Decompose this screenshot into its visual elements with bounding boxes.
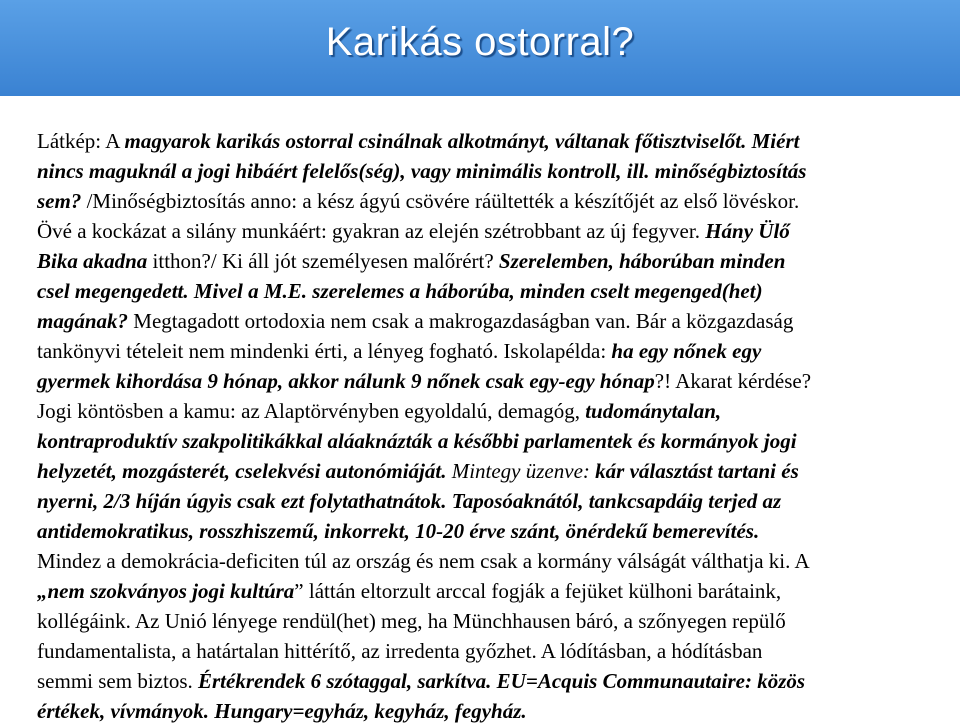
text-segment: kollégáink. Az Unió lényege rendül(het) meg, ha Münchhausen báró, a szőnyegen repülő <box>37 609 786 633</box>
text-segment: ?! Akarat kérdése? <box>654 369 812 393</box>
text-segment: Jogi köntösben a kamu: az Alaptörvényben egyoldalú, demagóg, <box>37 399 586 423</box>
text-line <box>37 306 927 336</box>
text-segment: magának? <box>37 309 129 333</box>
text-line <box>37 576 927 606</box>
text-segment: Megtagadott ortodoxia nem csak a makrogazdaságban van. Bár a közgazdaság <box>128 309 794 333</box>
slide-body <box>37 126 927 726</box>
text-segment: ” láttán eltorzult arccal fogják a fejüket külhoni barátaink, <box>294 579 782 603</box>
text-line <box>37 126 927 156</box>
text-segment: antidemokratikus, rosszhiszemű, inkorrekt, 10-20 érve szánt, önérdekű bemerevítés. <box>37 519 760 543</box>
text-line <box>37 366 927 396</box>
text-line <box>37 246 927 276</box>
text-line <box>37 636 927 666</box>
text-segment: sem? <box>37 189 82 213</box>
text-segment: Mintegy üzenve: <box>451 459 590 483</box>
text-segment: /Minőségbiztosítás anno: a kész ágyú csövére ráültették a készítőjét az első lövéskor. <box>81 189 800 213</box>
text-segment: nem szokványos jogi kultúra <box>47 579 295 603</box>
text-line <box>37 546 927 576</box>
text-segment: Övé a kockázat a silány munkáért: gyakran az elején szétrobbant az új fegyver. <box>37 219 706 243</box>
text-line <box>37 516 927 546</box>
text-line <box>37 336 927 366</box>
text-segment: Értékrendek 6 szótaggal, sarkítva. EU=Acquis Communautaire: közös <box>198 669 806 693</box>
text-segment: értékek, vívmányok. Hungary=egyház, kegyház, fegyház. <box>37 699 527 723</box>
text-segment: kár választást tartani és <box>595 459 799 483</box>
text-line <box>37 486 927 516</box>
text-segment: tudománytalan, <box>585 399 722 423</box>
text-segment: csel megengedett. Mivel a M.E. szerelemes a háborúba, minden cselt megenged(het) <box>37 279 763 303</box>
text-line <box>37 156 927 186</box>
text-segment: itthon?/ Ki áll jót személyesen malőrért? <box>152 249 499 273</box>
text-segment: semmi sem biztos. <box>37 669 198 693</box>
text-segment: nyerni, 2/3 híján úgyis csak ezt folytathatnátok. Taposóaknától, tankcsapdáig terjed az <box>37 489 782 513</box>
text-segment: magyarok karikás ostorral csinálnak alkotmányt, váltanak főtisztviselőt. Miért <box>124 129 800 153</box>
text-line <box>37 696 927 726</box>
text-segment: helyzetét, mozgásterét, cselekvési autonómiáját. <box>37 459 447 483</box>
text-line <box>37 606 927 636</box>
text-line <box>37 186 927 216</box>
text-segment: fundamentalista, a határtalan hittérítő, az irredenta győzhet. A lódításban, a hódításban <box>37 639 763 663</box>
text-segment: Látkép: A <box>37 129 125 153</box>
text-line <box>37 396 927 426</box>
text-segment: tankönyvi tételeit nem mindenki érti, a lényeg fogható. Iskolapélda: <box>37 339 612 363</box>
text-segment: „ <box>37 579 48 603</box>
text-segment: ha egy nőnek egy <box>611 339 762 363</box>
text-line <box>37 276 927 306</box>
text-segment: Hány Ülő <box>705 219 790 243</box>
slide-title: Karikás ostorral? <box>325 20 635 64</box>
text-line <box>37 456 927 486</box>
text-line <box>37 216 927 246</box>
text-line <box>37 426 927 456</box>
text-segment: Szerelemben, háborúban minden <box>498 249 786 273</box>
text-segment: Mindez a demokrácia-deficiten túl az ország és nem csak a kormány válságát válthatja ki. A <box>37 549 810 573</box>
text-segment: Bika akadna <box>37 249 153 273</box>
text-line <box>37 666 927 696</box>
text-segment: kontraproduktív szakpolitikákkal aláaknázták a későbbi parlamentek és kormányok jogi <box>37 429 797 453</box>
text-segment: gyermek kihordása 9 hónap, akkor nálunk 9 nőnek csak egy-egy hónap <box>37 369 655 393</box>
text-segment: nincs maguknál a jogi hibáért felelős(ség), vagy minimális kontroll, ill. minőségbiztosítás <box>37 159 807 183</box>
